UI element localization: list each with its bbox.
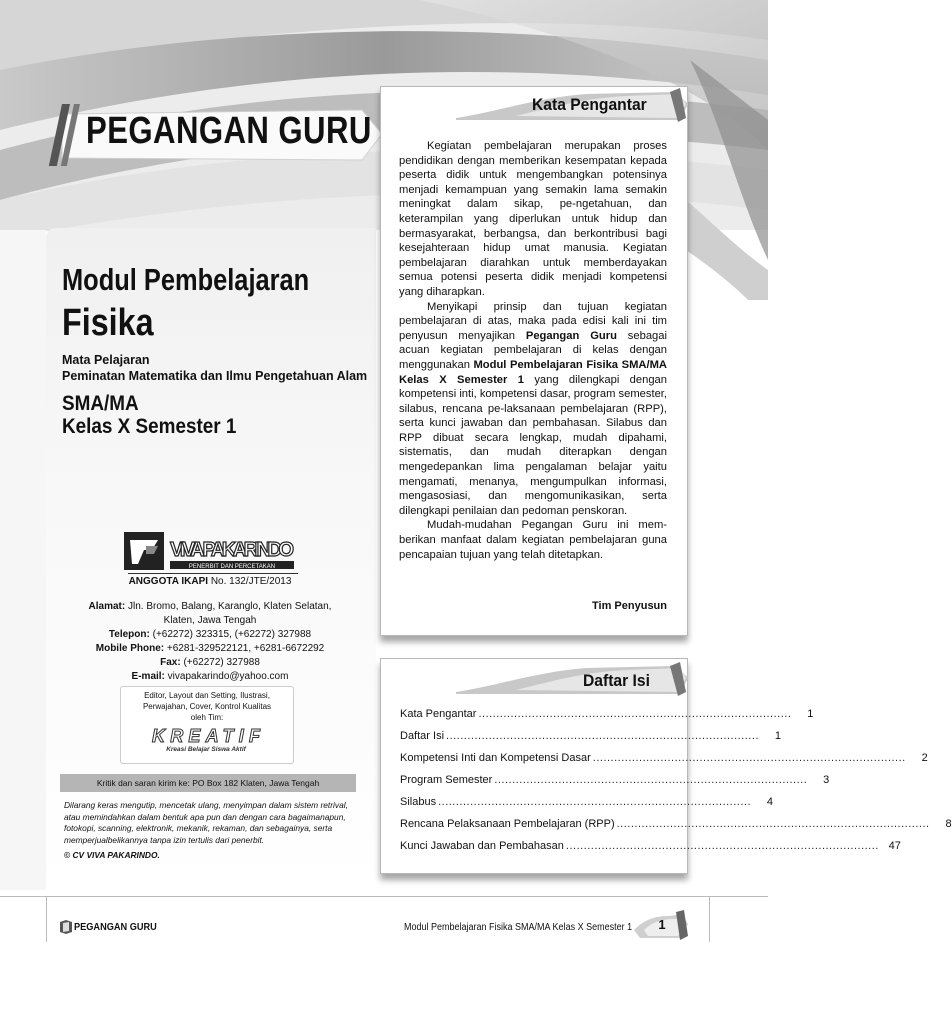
toc-label: Silabus [400,796,437,808]
toc-page: 1 [807,708,814,720]
signature: Tim Penyusun [592,600,667,612]
divider [128,573,298,574]
toc-label: Kata Pengantar [400,708,477,720]
kp-p2-bold-d: Modul Pembelajaran Fisika SMA/MA Kelas X Semester 1 [399,358,667,386]
editor-line1: Editor, Layout dan Setting, Ilustrasi, [144,691,270,700]
toc-label: Rencana Pelaksanaan Pembelajaran (RPP) [400,818,615,830]
header-title: PEGANGAN GURU [86,110,372,152]
mobile-value: +6281-329522121, +6281-6672292 [166,643,325,654]
alamat-line2: Klaten, Jawa Tengah [163,615,257,626]
toc-leader: ........................................................................................ [565,840,879,852]
editor-line2: Perwajahan, Cover, Kontrol Kualitas [142,702,272,711]
kp-p2-text-a: Menyikapi prinsip dan tujuan kegiatan pembelajaran di atas, maka pada edisi kali ini tim penyusun menyajikan [399,300,667,342]
toc-item[interactable] [400,730,781,752]
mapel-value: Peminatan Matematika dan Ilmu Pengetahuan Alam [62,369,368,383]
footer-ribbon-icon [60,920,72,934]
fax-label: Fax: [160,657,181,668]
class-semester-label: Kelas X Semester 1 [62,415,237,438]
toc-item[interactable] [400,796,774,818]
page-number: 1 [658,917,666,932]
publisher-logo [124,532,296,572]
anggota-ikapi [60,576,360,587]
kata-pengantar-body [399,139,667,562]
level-label: SMA/MA [62,392,139,415]
footer-left-rule [46,896,47,942]
toc-leader: ........................................................................................ [592,752,906,764]
toc-item[interactable] [400,840,901,862]
kp-p2-text-c: sebagai acuan kegiatan pembelajaran di kelas dengan menggunakan [399,329,667,371]
legal-notice: Dilarang keras mengutip, mencetak ulang, menyimpan dalam sistem retrival, atau memindahkan dalam bentuk apa pun dan dengan cara bagaimanapun, fotokopi, scanning, elektronik, mekanik, rekaman, dan sebagainya, serta memperjualbelikannya tanpa izin tertulis dari penerbit. [64,800,348,845]
kritik-text: Kritik dan saran kirim ke: PO Box 182 Klaten, Jawa Tengah [96,778,320,788]
kreatif-logo [148,724,264,754]
anggota-label: ANGGOTA IKAPI [128,576,209,587]
toc-label: Kunci Jawaban dan Pembahasan [400,840,564,852]
kp-paragraph-1: Kegiatan pembelajaran merupakan proses pendidikan dengan memberikan kesempatan kepada peserta didik untuk mengembangkan potensinya menjadi kemampuan yang semakin lama semakin meningkat dalam sikap, pe-ngetahuan, dan keterampilan yang diperlukan untuk hidup dan bermasyarakat, berbangsa, dan berkontribusi bagi kesejahteraan hidup umat manusia. Kegiatan pembelajaran diarahkan untuk memberdayakan semua potensi peserta didik menjadi kompetensi yang diharapkan. [399,140,667,298]
toc-item[interactable] [400,752,928,774]
toc-page: 4 [766,796,774,808]
kp-p2-bold-b: Pegangan Guru [525,329,617,342]
toc-leader: ........................................................................................ [478,708,792,720]
footer-right-rule [709,896,710,942]
kp-paragraph-3: Mudah-mudahan Pegangan Guru ini mem-berikan manfaat dalam kegiatan pembelajaran guna pencapaian tujuan yang telah ditetapkan. [399,519,667,561]
footer-right-title: Modul Pembelajaran Fisika SMA/MA Kelas X Semester 1 [404,922,633,933]
toc-page: 3 [823,774,830,786]
editor-line3: oleh Tim: [190,713,224,722]
publisher-tagline: PENERBIT DAN PERCETAKAN [188,564,276,570]
kata-pengantar-title: Kata Pengantar [532,95,647,114]
footer-divider [0,896,768,897]
toc-leader: ........................................................................................ [446,730,759,742]
toc-leader: ........................................................................................ [494,774,808,786]
toc-leader: ........................................................................................ [438,796,752,808]
table-of-contents [400,708,952,862]
toc-page: 8 [945,818,952,830]
alamat-label: Alamat: [88,601,126,612]
toc-item[interactable] [400,774,830,796]
telepon-value: (+62272) 323315, (+62272) 327988 [152,629,312,640]
toc-label: Daftar Isi [400,730,445,742]
daftar-isi-tab [456,662,688,696]
publisher-address [60,600,360,684]
kp-paragraph-2 [399,300,667,519]
publisher-name: VIVA PAKARINDO [170,539,294,561]
toc-label: Program Semester [400,774,493,786]
mapel-info [62,352,367,384]
fax-value: (+62272) 327988 [183,657,260,668]
kp-p2-text-e: yang dilengkapi dengan kompetensi inti, kompetensi dasar, program semester, silabus, rencana pe-laksanaan pembelajaran (RPP), serta kunci jawaban dan pembahasan. Silabus dan RPP dibuat secara lengkap, mudah dipahami, sistematis, dan mudah diterapkan dengan mengedepankan lima pengalaman belajar yaitu mengamati, menanya, mengumpulkan informasi, mengasosiasi, dan mengomunikasikan, serta dilengkapi penilaian dan pedoman penskoran. [399,373,668,517]
toc-label: Kompetensi Inti dan Kompetensi Dasar [400,752,591,764]
toc-page: 2 [921,752,928,764]
toc-leader: ........................................................................................ [616,818,930,830]
toc-item[interactable] [400,708,814,730]
daftar-isi-title: Daftar Isi [583,671,650,690]
module-title: Modul Pembelajaran [62,262,310,297]
subject-title: Fisika [62,302,154,344]
kreatif-logo-text: KREATIF [152,726,260,746]
copyright: © CV VIVA PAKARINDO. [64,850,160,860]
level-info [62,392,236,438]
anggota-value: No. 132/JTE/2013 [210,576,292,587]
email-value: vivapakarindo@yahoo.com [167,671,289,682]
mapel-label: Mata Pelajaran [62,353,150,367]
alamat-line1: Jln. Bromo, Balang, Karanglo, Klaten Selatan, [128,601,332,612]
toc-page: 1 [774,730,781,742]
telepon-label: Telepon: [108,629,150,640]
kreatif-tagline: Kreasi Belajar Siswa Aktif [166,746,246,753]
email-label: E-mail: [131,671,165,682]
editor-credit [122,690,292,723]
footer-left-title: PEGANGAN GURU [74,922,157,933]
toc-item[interactable] [400,818,952,840]
mobile-label: Mobile Phone: [95,643,165,654]
toc-page: 47 [888,840,901,852]
